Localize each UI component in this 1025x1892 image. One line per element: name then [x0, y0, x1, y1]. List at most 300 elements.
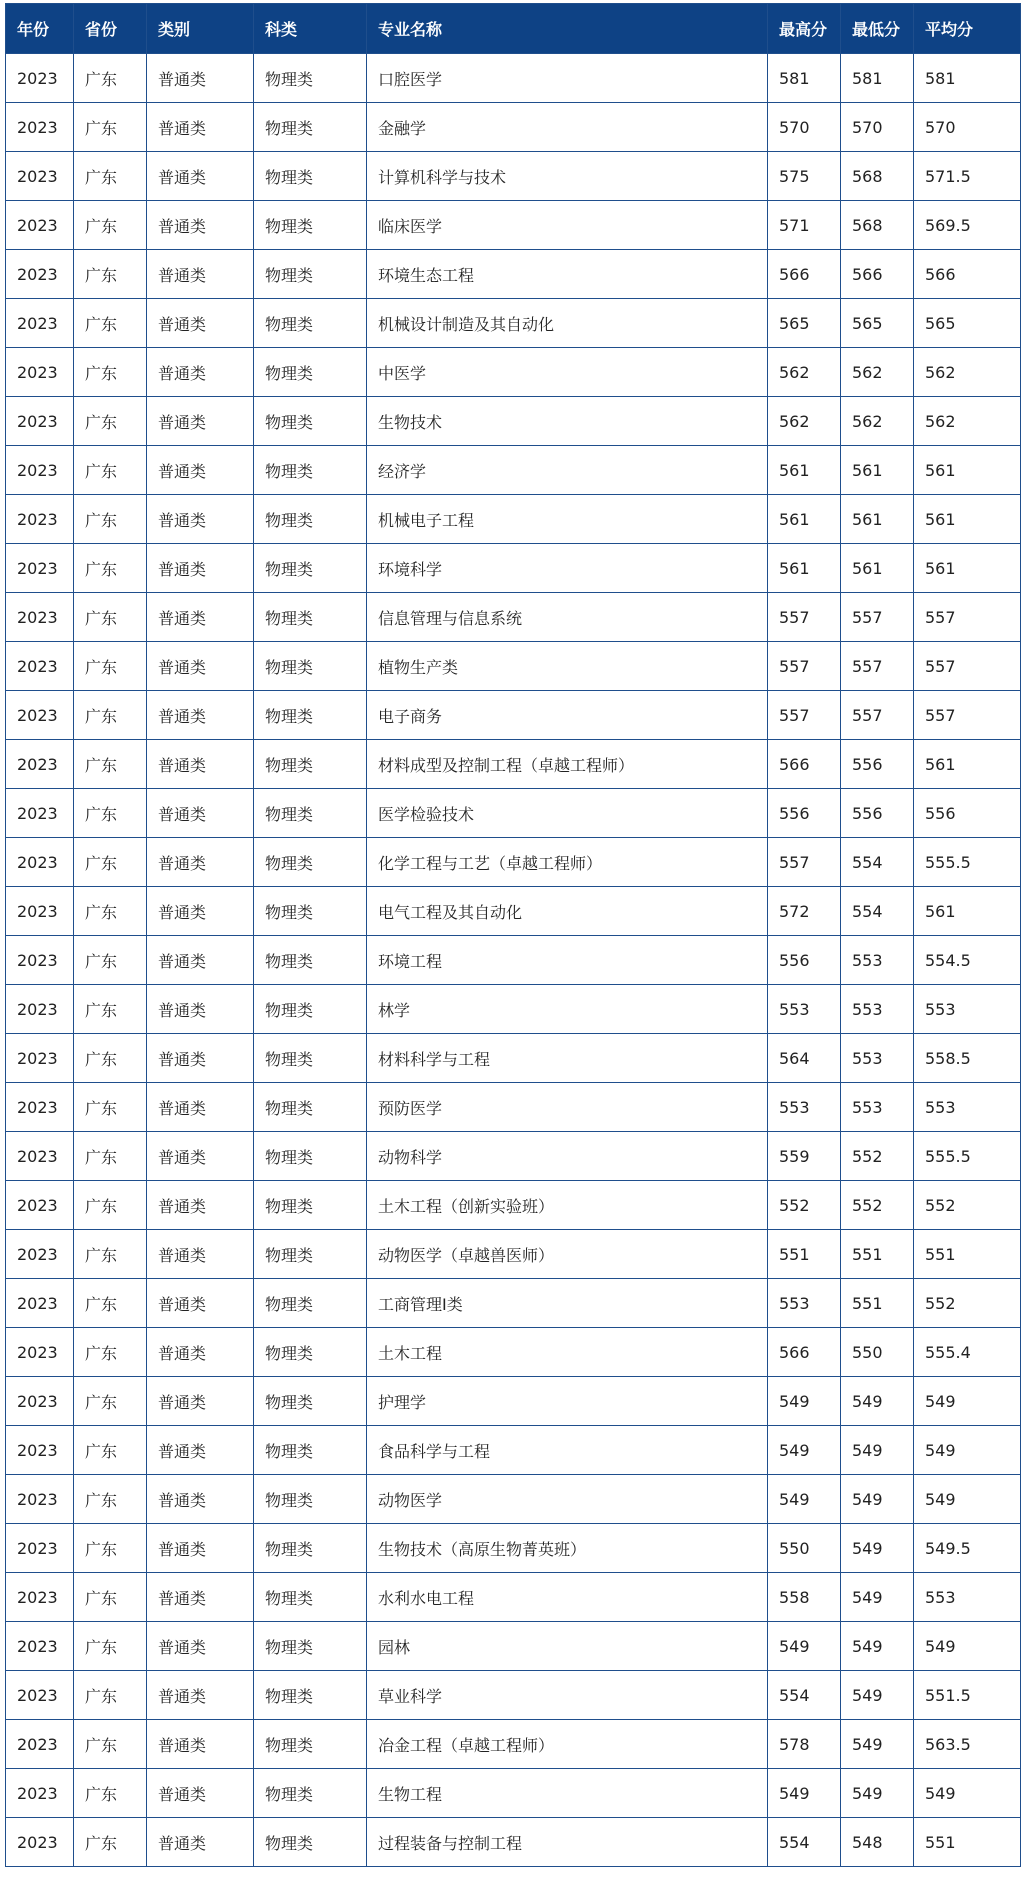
table-row — [6, 985, 1021, 1034]
cell-avg-score: 549 — [914, 1426, 1021, 1475]
cell-province: 广东 — [74, 642, 147, 691]
cell-major: 过程装备与控制工程 — [367, 1818, 768, 1867]
cell-subject: 物理类 — [254, 1524, 367, 1573]
cell-avg-score: 549.5 — [914, 1524, 1021, 1573]
cell-min-score: 549 — [841, 1671, 914, 1720]
cell-province: 广东 — [74, 544, 147, 593]
cell-major: 电子商务 — [367, 691, 768, 740]
cell-province: 广东 — [74, 936, 147, 985]
cell-max-score: 556 — [768, 936, 841, 985]
cell-province: 广东 — [74, 593, 147, 642]
cell-year: 2023 — [6, 152, 74, 201]
cell-category: 普通类 — [147, 1475, 254, 1524]
cell-min-score: 549 — [841, 1720, 914, 1769]
table-row — [6, 1181, 1021, 1230]
cell-min-score: 561 — [841, 446, 914, 495]
cell-province: 广东 — [74, 887, 147, 936]
cell-category: 普通类 — [147, 1622, 254, 1671]
cell-category: 普通类 — [147, 495, 254, 544]
table-row — [6, 1230, 1021, 1279]
cell-min-score: 554 — [841, 838, 914, 887]
cell-avg-score: 581 — [914, 54, 1021, 103]
cell-max-score: 549 — [768, 1475, 841, 1524]
cell-max-score: 566 — [768, 1328, 841, 1377]
cell-major: 食品科学与工程 — [367, 1426, 768, 1475]
cell-major: 信息管理与信息系统 — [367, 593, 768, 642]
cell-province: 广东 — [74, 299, 147, 348]
cell-year: 2023 — [6, 1279, 74, 1328]
cell-min-score: 557 — [841, 642, 914, 691]
cell-min-score: 549 — [841, 1622, 914, 1671]
cell-max-score: 561 — [768, 446, 841, 495]
cell-province: 广东 — [74, 691, 147, 740]
cell-major: 医学检验技术 — [367, 789, 768, 838]
table-row — [6, 1720, 1021, 1769]
score-table — [5, 3, 1021, 1867]
table-row — [6, 1083, 1021, 1132]
table-row — [6, 593, 1021, 642]
cell-max-score: 566 — [768, 250, 841, 299]
cell-min-score: 552 — [841, 1132, 914, 1181]
cell-avg-score: 553 — [914, 985, 1021, 1034]
cell-subject: 物理类 — [254, 1377, 367, 1426]
cell-avg-score: 557 — [914, 691, 1021, 740]
cell-min-score: 568 — [841, 152, 914, 201]
cell-max-score: 557 — [768, 593, 841, 642]
cell-min-score: 561 — [841, 495, 914, 544]
cell-avg-score: 549 — [914, 1377, 1021, 1426]
cell-subject: 物理类 — [254, 1622, 367, 1671]
cell-major: 口腔医学 — [367, 54, 768, 103]
table-row — [6, 1279, 1021, 1328]
cell-category: 普通类 — [147, 103, 254, 152]
cell-year: 2023 — [6, 936, 74, 985]
cell-province: 广东 — [74, 1475, 147, 1524]
cell-province: 广东 — [74, 348, 147, 397]
cell-province: 广东 — [74, 103, 147, 152]
table-row — [6, 1622, 1021, 1671]
cell-subject: 物理类 — [254, 495, 367, 544]
cell-province: 广东 — [74, 789, 147, 838]
cell-year: 2023 — [6, 201, 74, 250]
cell-min-score: 549 — [841, 1377, 914, 1426]
cell-avg-score: 562 — [914, 348, 1021, 397]
table-row — [6, 103, 1021, 152]
cell-avg-score: 562 — [914, 397, 1021, 446]
cell-year: 2023 — [6, 985, 74, 1034]
cell-category: 普通类 — [147, 201, 254, 250]
cell-major: 土木工程（创新实验班） — [367, 1181, 768, 1230]
table-row — [6, 1524, 1021, 1573]
cell-province: 广东 — [74, 1034, 147, 1083]
cell-subject: 物理类 — [254, 740, 367, 789]
cell-year: 2023 — [6, 1475, 74, 1524]
cell-province: 广东 — [74, 54, 147, 103]
cell-major: 生物技术 — [367, 397, 768, 446]
cell-min-score: 549 — [841, 1524, 914, 1573]
cell-max-score: 549 — [768, 1622, 841, 1671]
cell-year: 2023 — [6, 397, 74, 446]
cell-category: 普通类 — [147, 152, 254, 201]
cell-category: 普通类 — [147, 544, 254, 593]
cell-year: 2023 — [6, 1328, 74, 1377]
cell-avg-score: 565 — [914, 299, 1021, 348]
cell-category: 普通类 — [147, 1818, 254, 1867]
cell-max-score: 565 — [768, 299, 841, 348]
cell-province: 广东 — [74, 397, 147, 446]
table-row — [6, 1377, 1021, 1426]
cell-min-score: 556 — [841, 789, 914, 838]
cell-province: 广东 — [74, 985, 147, 1034]
cell-major: 电气工程及其自动化 — [367, 887, 768, 936]
cell-min-score: 549 — [841, 1475, 914, 1524]
cell-max-score: 561 — [768, 544, 841, 593]
cell-year: 2023 — [6, 1377, 74, 1426]
cell-major: 机械设计制造及其自动化 — [367, 299, 768, 348]
cell-avg-score: 551.5 — [914, 1671, 1021, 1720]
cell-province: 广东 — [74, 495, 147, 544]
cell-max-score: 564 — [768, 1034, 841, 1083]
cell-avg-score: 569.5 — [914, 201, 1021, 250]
cell-province: 广东 — [74, 1720, 147, 1769]
cell-category: 普通类 — [147, 446, 254, 495]
table-row — [6, 642, 1021, 691]
table-row — [6, 1328, 1021, 1377]
cell-subject: 物理类 — [254, 1720, 367, 1769]
cell-category: 普通类 — [147, 54, 254, 103]
cell-avg-score: 553 — [914, 1573, 1021, 1622]
cell-min-score: 566 — [841, 250, 914, 299]
header-province: 省份 — [74, 4, 147, 54]
cell-subject: 物理类 — [254, 1818, 367, 1867]
cell-province: 广东 — [74, 1671, 147, 1720]
cell-subject: 物理类 — [254, 936, 367, 985]
cell-major: 动物科学 — [367, 1132, 768, 1181]
cell-year: 2023 — [6, 593, 74, 642]
cell-major: 护理学 — [367, 1377, 768, 1426]
table-row — [6, 54, 1021, 103]
cell-major: 动物医学 — [367, 1475, 768, 1524]
cell-category: 普通类 — [147, 1524, 254, 1573]
header-year: 年份 — [6, 4, 74, 54]
cell-major: 计算机科学与技术 — [367, 152, 768, 201]
cell-subject: 物理类 — [254, 250, 367, 299]
cell-category: 普通类 — [147, 985, 254, 1034]
table-row — [6, 1034, 1021, 1083]
cell-min-score: 553 — [841, 936, 914, 985]
cell-subject: 物理类 — [254, 1426, 367, 1475]
cell-min-score: 581 — [841, 54, 914, 103]
table-row — [6, 740, 1021, 789]
cell-avg-score: 561 — [914, 446, 1021, 495]
cell-min-score: 554 — [841, 887, 914, 936]
cell-year: 2023 — [6, 446, 74, 495]
cell-category: 普通类 — [147, 887, 254, 936]
cell-min-score: 557 — [841, 593, 914, 642]
cell-year: 2023 — [6, 250, 74, 299]
cell-major: 材料科学与工程 — [367, 1034, 768, 1083]
cell-avg-score: 561 — [914, 887, 1021, 936]
cell-major: 环境生态工程 — [367, 250, 768, 299]
cell-major: 环境科学 — [367, 544, 768, 593]
cell-category: 普通类 — [147, 1769, 254, 1818]
cell-major: 机械电子工程 — [367, 495, 768, 544]
cell-category: 普通类 — [147, 1720, 254, 1769]
cell-max-score: 557 — [768, 691, 841, 740]
cell-province: 广东 — [74, 1132, 147, 1181]
cell-max-score: 571 — [768, 201, 841, 250]
cell-category: 普通类 — [147, 740, 254, 789]
cell-province: 广东 — [74, 1573, 147, 1622]
cell-category: 普通类 — [147, 789, 254, 838]
cell-category: 普通类 — [147, 1132, 254, 1181]
cell-year: 2023 — [6, 103, 74, 152]
header-avg-score: 平均分 — [914, 4, 1021, 54]
cell-avg-score: 551 — [914, 1230, 1021, 1279]
cell-category: 普通类 — [147, 838, 254, 887]
cell-min-score: 553 — [841, 1034, 914, 1083]
cell-avg-score: 556 — [914, 789, 1021, 838]
cell-subject: 物理类 — [254, 838, 367, 887]
table-row — [6, 691, 1021, 740]
table-row — [6, 789, 1021, 838]
cell-year: 2023 — [6, 54, 74, 103]
cell-category: 普通类 — [147, 642, 254, 691]
cell-subject: 物理类 — [254, 299, 367, 348]
cell-year: 2023 — [6, 348, 74, 397]
cell-max-score: 549 — [768, 1426, 841, 1475]
cell-min-score: 557 — [841, 691, 914, 740]
cell-avg-score: 563.5 — [914, 1720, 1021, 1769]
cell-max-score: 575 — [768, 152, 841, 201]
cell-major: 冶金工程（卓越工程师） — [367, 1720, 768, 1769]
cell-avg-score: 549 — [914, 1622, 1021, 1671]
cell-min-score: 568 — [841, 201, 914, 250]
header-max-score: 最高分 — [768, 4, 841, 54]
cell-min-score: 561 — [841, 544, 914, 593]
cell-max-score: 578 — [768, 1720, 841, 1769]
cell-major: 林学 — [367, 985, 768, 1034]
cell-min-score: 553 — [841, 985, 914, 1034]
cell-year: 2023 — [6, 789, 74, 838]
table-row — [6, 887, 1021, 936]
cell-avg-score: 549 — [914, 1769, 1021, 1818]
cell-subject: 物理类 — [254, 593, 367, 642]
cell-subject: 物理类 — [254, 887, 367, 936]
cell-max-score: 566 — [768, 740, 841, 789]
cell-category: 普通类 — [147, 1230, 254, 1279]
cell-province: 广东 — [74, 838, 147, 887]
cell-min-score: 550 — [841, 1328, 914, 1377]
table-row — [6, 348, 1021, 397]
cell-subject: 物理类 — [254, 348, 367, 397]
cell-category: 普通类 — [147, 691, 254, 740]
cell-year: 2023 — [6, 1671, 74, 1720]
cell-avg-score: 553 — [914, 1083, 1021, 1132]
cell-province: 广东 — [74, 201, 147, 250]
cell-max-score: 557 — [768, 838, 841, 887]
cell-year: 2023 — [6, 1230, 74, 1279]
cell-province: 广东 — [74, 1377, 147, 1426]
cell-province: 广东 — [74, 1524, 147, 1573]
table-header — [6, 4, 1021, 54]
header-major: 专业名称 — [367, 4, 768, 54]
cell-subject: 物理类 — [254, 1769, 367, 1818]
cell-category: 普通类 — [147, 1083, 254, 1132]
cell-year: 2023 — [6, 1622, 74, 1671]
cell-province: 广东 — [74, 152, 147, 201]
cell-avg-score: 555.5 — [914, 1132, 1021, 1181]
table-row — [6, 299, 1021, 348]
cell-min-score: 549 — [841, 1769, 914, 1818]
header-row — [6, 4, 1021, 54]
cell-max-score: 553 — [768, 985, 841, 1034]
cell-max-score: 556 — [768, 789, 841, 838]
cell-subject: 物理类 — [254, 1671, 367, 1720]
cell-avg-score: 557 — [914, 593, 1021, 642]
cell-year: 2023 — [6, 642, 74, 691]
cell-min-score: 551 — [841, 1230, 914, 1279]
cell-max-score: 572 — [768, 887, 841, 936]
cell-major: 经济学 — [367, 446, 768, 495]
cell-year: 2023 — [6, 544, 74, 593]
cell-major: 水利水电工程 — [367, 1573, 768, 1622]
cell-max-score: 553 — [768, 1083, 841, 1132]
cell-major: 化学工程与工艺（卓越工程师） — [367, 838, 768, 887]
cell-max-score: 552 — [768, 1181, 841, 1230]
cell-category: 普通类 — [147, 397, 254, 446]
cell-category: 普通类 — [147, 1573, 254, 1622]
cell-major: 中医学 — [367, 348, 768, 397]
cell-subject: 物理类 — [254, 985, 367, 1034]
cell-min-score: 556 — [841, 740, 914, 789]
cell-avg-score: 561 — [914, 544, 1021, 593]
cell-avg-score: 561 — [914, 740, 1021, 789]
cell-category: 普通类 — [147, 1034, 254, 1083]
cell-max-score: 549 — [768, 1377, 841, 1426]
cell-avg-score: 561 — [914, 495, 1021, 544]
cell-category: 普通类 — [147, 1426, 254, 1475]
cell-max-score: 557 — [768, 642, 841, 691]
cell-avg-score: 555.5 — [914, 838, 1021, 887]
cell-max-score: 550 — [768, 1524, 841, 1573]
cell-min-score: 551 — [841, 1279, 914, 1328]
cell-subject: 物理类 — [254, 1034, 367, 1083]
cell-max-score: 561 — [768, 495, 841, 544]
cell-subject: 物理类 — [254, 1132, 367, 1181]
cell-category: 普通类 — [147, 348, 254, 397]
table-row — [6, 495, 1021, 544]
table-row — [6, 152, 1021, 201]
cell-major: 生物技术（高原生物菁英班） — [367, 1524, 768, 1573]
cell-max-score: 554 — [768, 1818, 841, 1867]
table-row — [6, 446, 1021, 495]
cell-subject: 物理类 — [254, 789, 367, 838]
cell-major: 生物工程 — [367, 1769, 768, 1818]
cell-category: 普通类 — [147, 1377, 254, 1426]
cell-avg-score: 570 — [914, 103, 1021, 152]
cell-province: 广东 — [74, 1818, 147, 1867]
cell-subject: 物理类 — [254, 1083, 367, 1132]
cell-major: 临床医学 — [367, 201, 768, 250]
cell-min-score: 549 — [841, 1573, 914, 1622]
cell-min-score: 570 — [841, 103, 914, 152]
cell-category: 普通类 — [147, 250, 254, 299]
table-row — [6, 201, 1021, 250]
cell-province: 广东 — [74, 1622, 147, 1671]
table-row — [6, 1818, 1021, 1867]
cell-avg-score: 566 — [914, 250, 1021, 299]
cell-category: 普通类 — [147, 1671, 254, 1720]
cell-max-score: 562 — [768, 348, 841, 397]
cell-year: 2023 — [6, 1573, 74, 1622]
table-row — [6, 544, 1021, 593]
cell-province: 广东 — [74, 446, 147, 495]
cell-subject: 物理类 — [254, 103, 367, 152]
cell-subject: 物理类 — [254, 397, 367, 446]
table-row — [6, 936, 1021, 985]
cell-subject: 物理类 — [254, 1230, 367, 1279]
cell-year: 2023 — [6, 1818, 74, 1867]
cell-year: 2023 — [6, 887, 74, 936]
cell-year: 2023 — [6, 1083, 74, 1132]
cell-subject: 物理类 — [254, 1279, 367, 1328]
cell-min-score: 565 — [841, 299, 914, 348]
cell-year: 2023 — [6, 1720, 74, 1769]
cell-max-score: 553 — [768, 1279, 841, 1328]
cell-major: 环境工程 — [367, 936, 768, 985]
cell-subject: 物理类 — [254, 642, 367, 691]
cell-max-score: 549 — [768, 1769, 841, 1818]
cell-min-score: 553 — [841, 1083, 914, 1132]
table-row — [6, 1671, 1021, 1720]
cell-year: 2023 — [6, 740, 74, 789]
table-row — [6, 838, 1021, 887]
header-subject: 科类 — [254, 4, 367, 54]
cell-max-score: 562 — [768, 397, 841, 446]
cell-subject: 物理类 — [254, 152, 367, 201]
table-row — [6, 250, 1021, 299]
table-row — [6, 397, 1021, 446]
cell-subject: 物理类 — [254, 446, 367, 495]
cell-avg-score: 551 — [914, 1818, 1021, 1867]
table-row — [6, 1769, 1021, 1818]
cell-subject: 物理类 — [254, 1328, 367, 1377]
cell-province: 广东 — [74, 1181, 147, 1230]
cell-subject: 物理类 — [254, 1475, 367, 1524]
table-body — [6, 54, 1021, 1867]
cell-min-score: 562 — [841, 348, 914, 397]
cell-category: 普通类 — [147, 1279, 254, 1328]
cell-max-score: 554 — [768, 1671, 841, 1720]
cell-subject: 物理类 — [254, 691, 367, 740]
cell-major: 预防医学 — [367, 1083, 768, 1132]
cell-min-score: 562 — [841, 397, 914, 446]
cell-year: 2023 — [6, 495, 74, 544]
cell-max-score: 551 — [768, 1230, 841, 1279]
cell-subject: 物理类 — [254, 1573, 367, 1622]
cell-year: 2023 — [6, 691, 74, 740]
cell-avg-score: 555.4 — [914, 1328, 1021, 1377]
cell-max-score: 559 — [768, 1132, 841, 1181]
cell-province: 广东 — [74, 1230, 147, 1279]
cell-year: 2023 — [6, 1181, 74, 1230]
cell-avg-score: 557 — [914, 642, 1021, 691]
cell-province: 广东 — [74, 1769, 147, 1818]
header-min-score: 最低分 — [841, 4, 914, 54]
cell-avg-score: 558.5 — [914, 1034, 1021, 1083]
cell-province: 广东 — [74, 740, 147, 789]
